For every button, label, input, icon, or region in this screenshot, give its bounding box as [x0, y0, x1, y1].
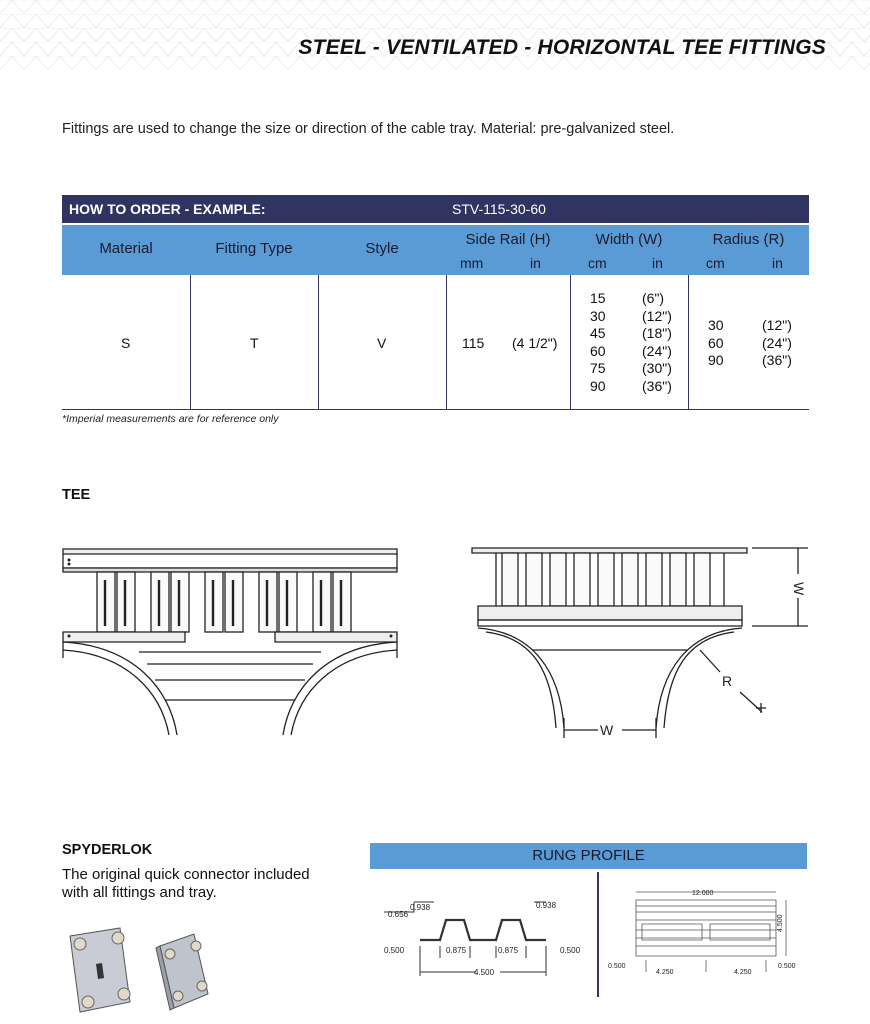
col-width: Width (W)	[595, 231, 663, 248]
width-cm-item: 45	[590, 325, 606, 342]
width-in-item: (12")	[642, 307, 672, 324]
order-table-heading	[62, 195, 809, 223]
width-cm-item: 30	[590, 307, 606, 324]
radius-cm-list	[708, 317, 724, 370]
rung-divider	[597, 872, 599, 997]
page-title: STEEL - VENTILATED - HORIZONTAL TEE FITTINGS	[298, 36, 826, 59]
width-cm-item: 15	[590, 290, 606, 306]
width-in-item: (6")	[642, 290, 665, 306]
dim-r: R	[722, 673, 733, 689]
value-style: V	[377, 335, 387, 351]
dim-0938-b: 0.938	[536, 901, 557, 910]
unit-cm: cm	[588, 255, 607, 271]
dim-0875-a: 0.875	[446, 946, 467, 955]
radius-in-list	[762, 317, 792, 370]
width-cm-list	[590, 290, 606, 396]
width-in-item: (36")	[642, 377, 672, 394]
order-table	[62, 195, 809, 410]
dim-0938-a: 0.938	[410, 903, 431, 912]
dim-0500-b: 0.500	[560, 946, 581, 955]
tee-isometric-drawing	[55, 540, 405, 740]
rung-profile-title: RUNG PROFILE	[370, 843, 807, 869]
value-side-rail-mm: 115	[462, 335, 485, 351]
dim-4250-a: 4.250	[656, 969, 674, 976]
width-in-item: (18")	[642, 325, 672, 342]
unit-in: in	[530, 255, 541, 271]
col-material: Material	[99, 240, 153, 257]
dim-w-right: W	[791, 582, 807, 596]
dim-0500-a: 0.500	[384, 946, 405, 955]
dim-w-bottom: W	[600, 722, 614, 738]
width-in-item: (24")	[642, 342, 672, 359]
width-cm-item: 90	[590, 377, 606, 394]
radius-in-item: (24")	[762, 334, 792, 351]
unit-cm: cm	[706, 255, 725, 271]
intro-text: Fittings are used to change the size or direction of the cable tray. Material: pre-galvanized steel.	[62, 121, 675, 137]
spyderlok-description: The original quick connector included with all fittings and tray.	[62, 866, 310, 901]
value-material: S	[121, 335, 131, 351]
radius-cm-item: 30	[708, 317, 724, 333]
tee-section-label: TEE	[62, 487, 91, 503]
dim-12000: 12.000	[692, 890, 714, 897]
unit-in: in	[772, 255, 783, 271]
order-heading-label: HOW TO ORDER - EXAMPLE:	[69, 201, 266, 217]
radius-cm-item: 90	[708, 352, 724, 369]
order-example-code: STV-115-30-60	[452, 201, 546, 217]
unit-mm: mm	[460, 255, 484, 271]
dim-4250-b: 4.250	[734, 969, 752, 976]
width-in-list	[642, 290, 672, 396]
rung-profile-section-drawing	[376, 880, 594, 982]
dim-0875-b: 0.875	[498, 946, 519, 955]
radius-in-item: (12")	[762, 317, 792, 333]
width-in-item: (30")	[642, 360, 672, 377]
radius-in-item: (36")	[762, 352, 792, 369]
spyderlok-title: SPYDERLOK	[62, 842, 153, 858]
radius-cm-item: 60	[708, 334, 724, 351]
width-cm-item: 60	[590, 342, 606, 359]
order-table-header	[62, 223, 809, 275]
width-cm-item: 75	[590, 360, 606, 377]
dim-0656: 0.656	[388, 910, 409, 919]
unit-in: in	[652, 255, 663, 271]
dim-0500-d: 0.500	[778, 963, 796, 970]
col-fitting-type: Fitting Type	[215, 240, 293, 257]
col-radius: Radius (R)	[712, 231, 785, 248]
col-style: Style	[365, 240, 399, 257]
order-table-row	[62, 275, 809, 410]
tee-elevation-drawing	[462, 540, 812, 750]
value-side-rail-in: (4 1/2")	[512, 335, 558, 351]
dim-4500: 4.500	[474, 968, 495, 977]
dim-4500-vertical: 4.500	[777, 914, 784, 932]
value-fitting-type: T	[250, 335, 259, 351]
spyderlok-connector-image	[66, 924, 226, 1018]
imperial-note: *Imperial measurements are for reference only	[62, 413, 279, 425]
col-side-rail: Side Rail (H)	[465, 231, 551, 248]
rung-profile-plan-drawing	[606, 886, 806, 986]
dim-0500-c: 0.500	[608, 963, 626, 970]
